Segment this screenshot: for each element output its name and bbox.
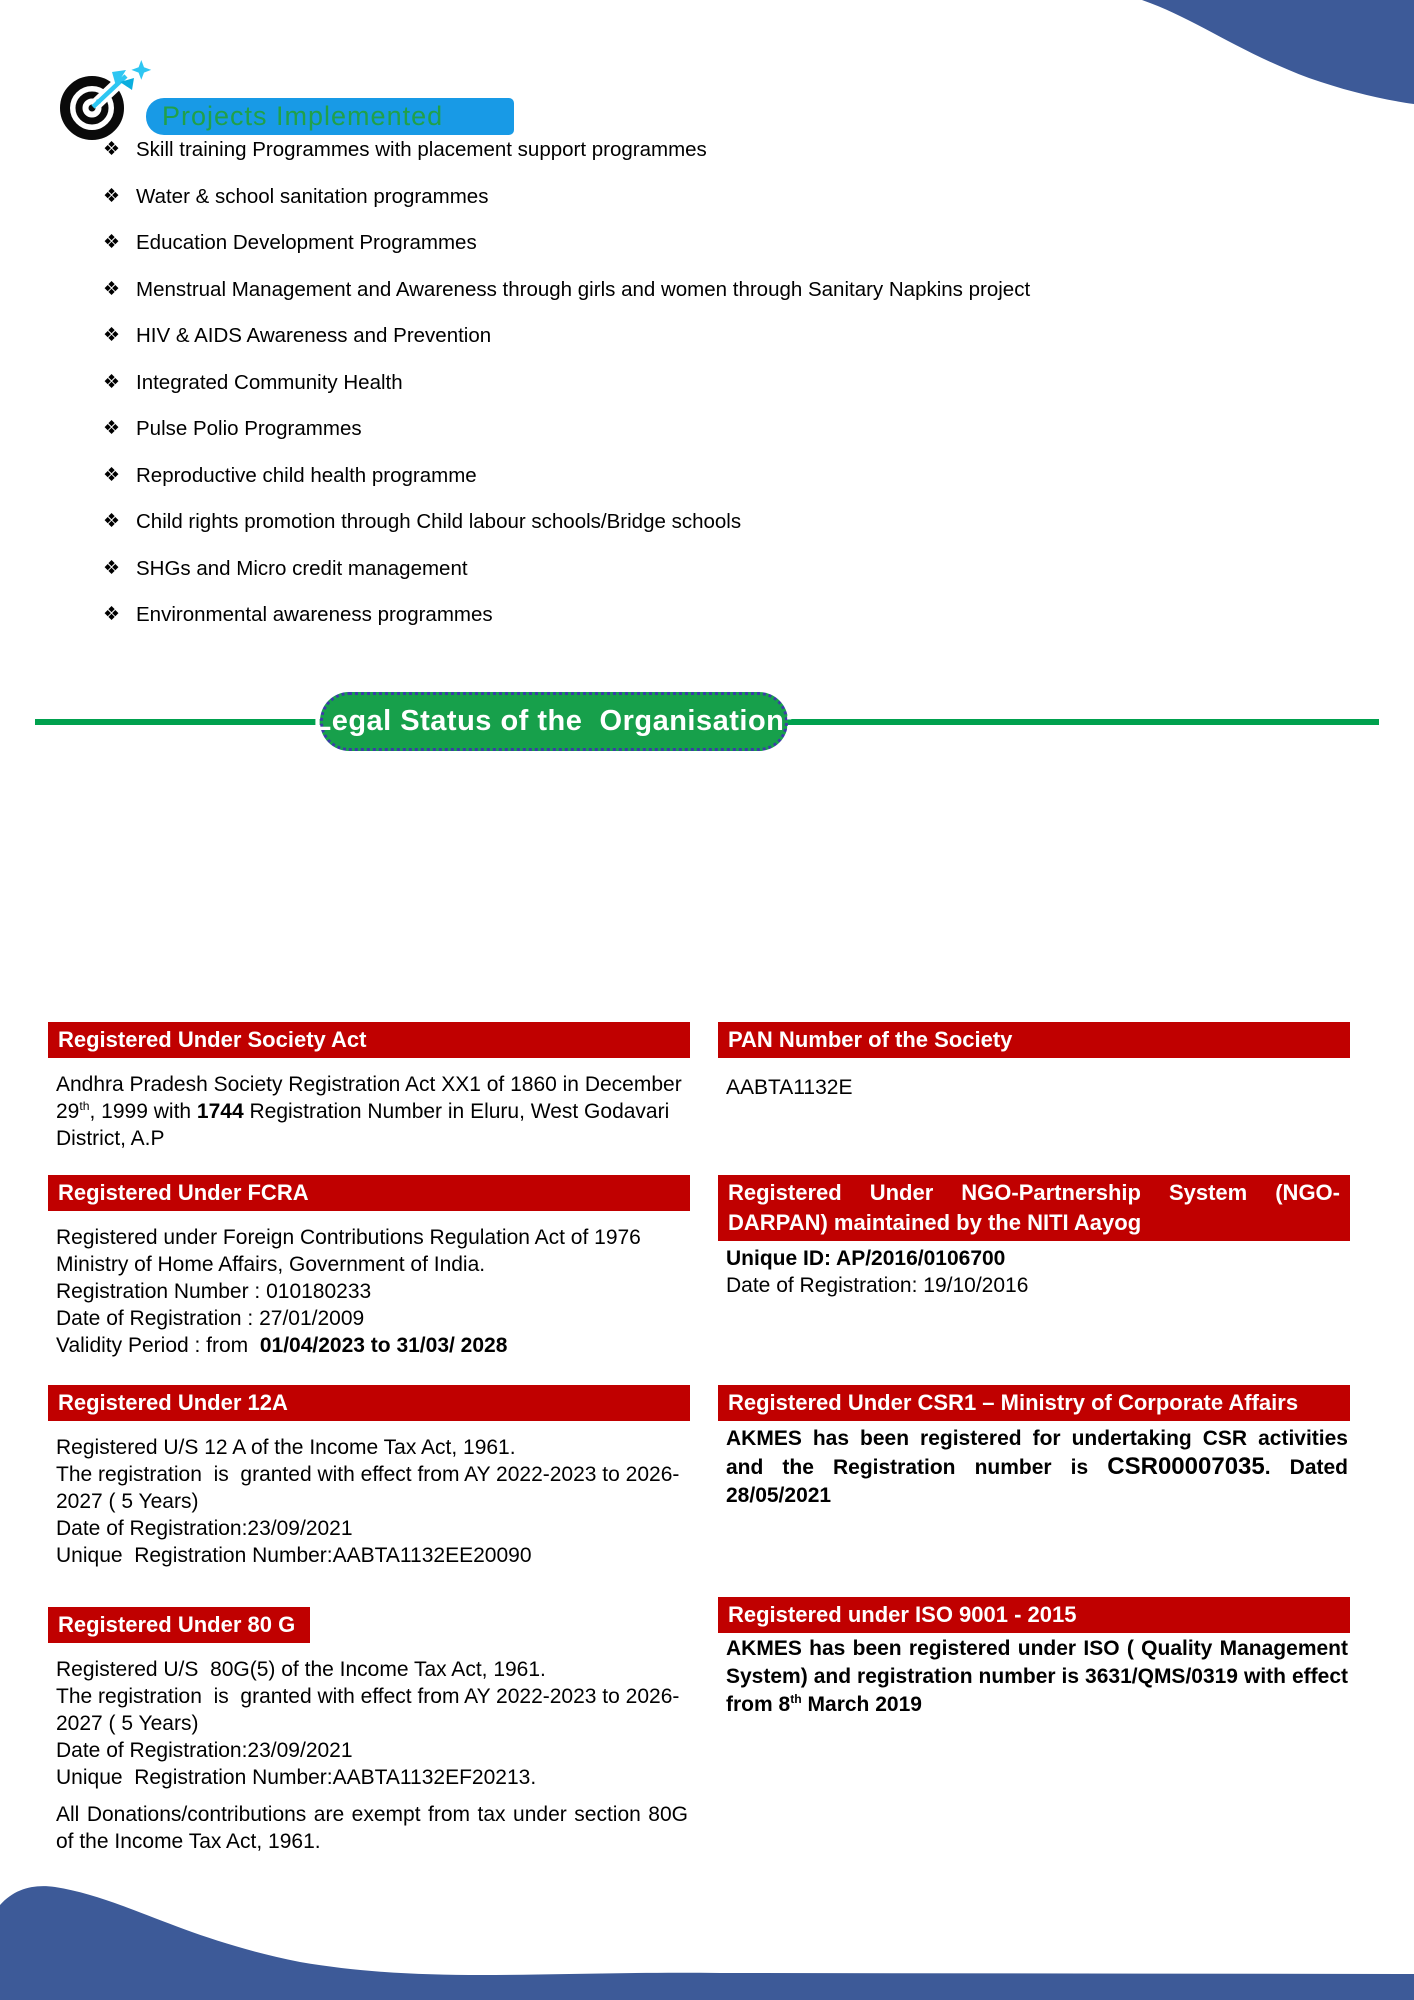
list-item [103, 465, 1303, 487]
list-item-text: Child rights promotion through Child labour schools/Bridge schools [136, 510, 742, 533]
list-item-text: Education Development Programmes [136, 231, 477, 254]
list-item [103, 186, 1303, 208]
list-item-text: SHGs and Micro credit management [136, 556, 468, 580]
section-body: AKMES has been registered for undertaking CSR activities and the Registration number is CSR00007035. Dated 28/05/2021 [726, 1426, 1348, 1507]
list-item [103, 139, 1303, 161]
list-item-text: Environmental awareness programmes [136, 603, 493, 626]
diamond-bullet-icon: ❖ [103, 325, 121, 346]
diamond-bullet-icon: ❖ [103, 371, 121, 393]
list-item [103, 558, 1303, 580]
list-item-text: Skill training Programmes with placement support programmes [136, 138, 707, 161]
section-heading-bar: Registered under ISO 9001 - 2015 [718, 1597, 1350, 1633]
list-item [103, 511, 1303, 533]
list-item-text: Pulse Polio Programmes [136, 417, 362, 440]
section-body: AABTA1132E [726, 1075, 853, 1099]
list-item-text: HIV & AIDS Awareness and Prevention [136, 324, 492, 347]
section-society-act [48, 1022, 690, 1152]
section-heading-bar: PAN Number of the Society [718, 1022, 1350, 1058]
section-heading-bar: Registered Under Society Act [48, 1022, 690, 1058]
page-title: Projects Implemented [162, 101, 444, 131]
top-right-wave-decoration [1084, 0, 1414, 150]
list-item [103, 325, 1303, 347]
list-item [103, 279, 1303, 301]
list-item-text: Menstrual Management and Awareness through girls and women through Sanitary Napkins project [136, 277, 1031, 301]
section-ngo-darpan [718, 1175, 1350, 1299]
section-80g [48, 1607, 690, 1855]
section-heading-bar: Registered Under NGO-Partnership System (NGO-DARPAN) maintained by the NITI Aayog [718, 1175, 1350, 1241]
list-item [103, 232, 1303, 254]
list-item-text: Reproductive child health programme [136, 463, 477, 487]
legal-status-title: Legal Status of the Organisation: [313, 705, 795, 737]
section-heading-bar: Registered Under 12A [48, 1385, 690, 1421]
projects-list [103, 139, 1303, 651]
legal-status-banner [313, 692, 795, 751]
diamond-bullet-icon: ❖ [103, 185, 121, 207]
list-item-text: Water & school sanitation programmes [136, 184, 489, 208]
section-csr1 [718, 1385, 1350, 1510]
diamond-bullet-icon: ❖ [103, 511, 121, 532]
list-item [103, 372, 1303, 394]
section-heading-bar: Registered Under 80 G [48, 1607, 310, 1643]
diamond-bullet-icon: ❖ [103, 557, 121, 579]
section-body: AKMES has been registered under ISO ( Quality Management System) and registration number is 3631/QMS/0319 with effect from 8th March 2019 [726, 1636, 1348, 1716]
section-pan-number [718, 1022, 1350, 1101]
diamond-bullet-icon: ❖ [103, 278, 121, 300]
section-body: Registered U/S 80G(5) of the Income Tax Act, 1961. The registration is granted with effect from AY 2022-2023 to 2026-2027 ( 5 Years) Date of Registration:23/09/2021 Unique Registration Number:AABTA1132EF20213. [56, 1657, 680, 1789]
section-body: Unique ID: AP/2016/0106700 Date of Registration: 19/10/2016 [726, 1246, 1029, 1297]
section-body: Registered U/S 12 A of the Income Tax Act, 1961. The registration is granted with effect from AY 2022-2023 to 2026-2027 ( 5 Years) Date of Registration:23/09/2021 Unique Registration Number:AABTA1132EE20090 [56, 1435, 680, 1567]
diamond-bullet-icon: ❖ [103, 418, 121, 439]
diamond-bullet-icon: ❖ [103, 604, 121, 625]
list-item-text: Integrated Community Health [136, 370, 403, 394]
list-item [103, 604, 1303, 626]
section-heading-bar: Registered Under CSR1 – Ministry of Corporate Affairs [718, 1385, 1350, 1421]
section-title-highlight [146, 98, 514, 135]
target-dart-logo-icon [54, 60, 158, 146]
section-fcra [48, 1175, 690, 1359]
section-12a [48, 1385, 690, 1569]
section-body: Registered under Foreign Contributions Regulation Act of 1976 Ministry of Home Affairs, Government of India. Registration Number : 010180233 Date of Registration : 27/01/2009 Validity Period : from 01/04/2023 to 31/03/ 2028 [56, 1225, 647, 1357]
section-body: Andhra Pradesh Society Registration Act XX1 of 1860 in December 29th, 1999 with 1744 Registration Number in Eluru, West Godavari District, A.P [56, 1072, 688, 1150]
section-iso-9001 [718, 1597, 1350, 1719]
bottom-wave-decoration [0, 1860, 1414, 2000]
diamond-bullet-icon: ❖ [103, 139, 121, 160]
diamond-bullet-icon: ❖ [103, 232, 121, 253]
list-item [103, 418, 1303, 440]
diamond-bullet-icon: ❖ [103, 464, 121, 486]
donations-exemption-note: All Donations/contributions are exempt from tax under section 80G of the Income Tax Act, 1961. [56, 1802, 688, 1853]
section-heading-bar: Registered Under FCRA [48, 1175, 690, 1211]
